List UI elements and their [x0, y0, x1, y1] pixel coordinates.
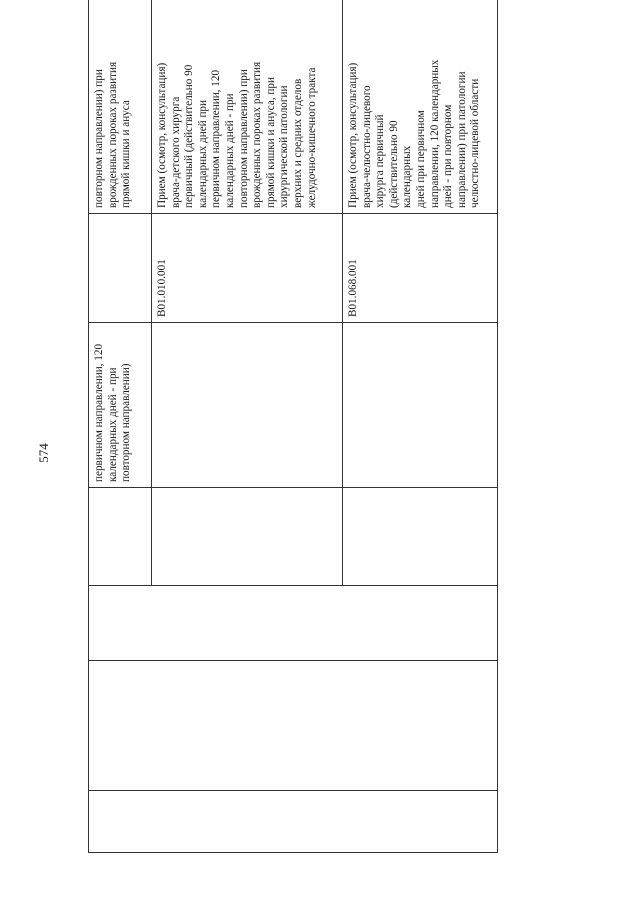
table-rule	[151, 0, 152, 585]
page-number: 574	[36, 443, 51, 463]
table-rule	[88, 660, 498, 661]
table-rule	[88, 852, 498, 853]
table-rule	[88, 0, 89, 852]
table-cell-service: Прием (осмотр, консультация) врача-детского хирурга первичный (действительно 90 календарных дней при первичном направлении, 120 календарных дней - при повторном направлении) при врожденных пороках развития прямой кишки и ануса, при хирургической патологии верхних и средних отделов желудочно-кишечного тракта	[156, 61, 318, 208]
table-rule	[88, 585, 498, 586]
table-cell-service: повторном направлении) при врожденных пороках развития прямой кишки и ануса	[93, 61, 133, 208]
table-rule	[342, 0, 343, 585]
table-cell-service: Прием (осмотр, консультация) врача-челюстно-лицевого хирурга первичный (действительно 90 календарных дней при первичном направлении, 120 календарных дней - при повторном направлении) при патологии челюстно-лицевой области	[347, 59, 482, 208]
service-table	[88, 0, 498, 852]
table-cell-diagnosis: первичном направлении, 120 календарных дней - при повторном направлении)	[93, 343, 133, 482]
table-cell-code: B01.010.001	[156, 259, 168, 317]
table-rule	[88, 322, 498, 323]
table-rule	[497, 0, 498, 852]
table-cell-code: B01.068.001	[347, 259, 359, 317]
table-rule	[88, 487, 498, 488]
table-rule	[88, 790, 498, 791]
table-rule	[88, 213, 498, 214]
